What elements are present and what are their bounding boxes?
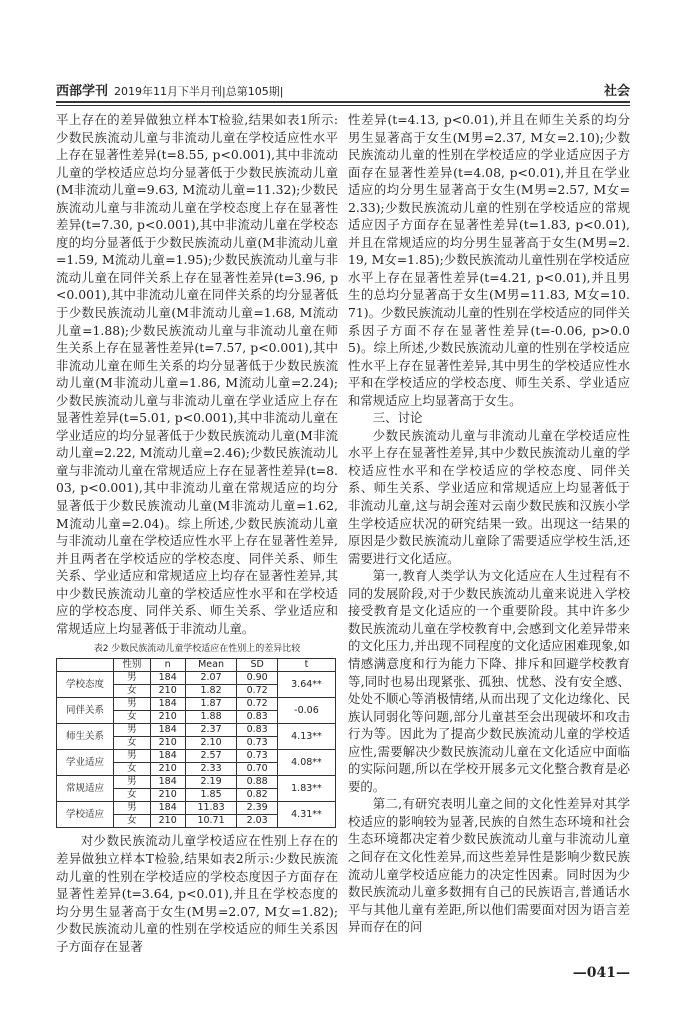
table-cell: 210 <box>150 685 185 698</box>
row-group-label: 学校态度 <box>57 672 114 698</box>
results-table <box>56 658 336 828</box>
table-cell: 男 <box>114 776 151 789</box>
table-cell: 0.72 <box>237 685 278 698</box>
paragraph: 性差异(t=4.13, p<0.01),并且在师生关系的均分男生显著高于女生(M男=2.37, M女=2.10);少数民族流动儿童的性别在学校适应的学业适应因子方面存在显著性差异(t=4.08, p<0.01),并且在学业适应的均分男生显著高于女生(M男=2.57, M女=2.33);少数民族流动儿童的性别在学校适应的常规适应因子方面存在显著性差异(t=1.83, p<0.01),并且在常规适应的均分男生显著高于女生(M男=2.19, M女=1.85);少数民族流动儿童性别在学校适应水平上存在显著性差异(t=4.21, p<0.01),并且男生的总均分显著高于女生(M男=11.83, M女=10.71)。少数民族流动儿童的性别在学校适应的同伴关系因子方面不存在显著性差异(t=-0.06, p>0.05)。综上所述,少数民族流动儿童的性别在学校适应性水平上存在显著性差异,其中男生的学校适应性水平和在学校适应的学校态度、师生关系、学业适应和常规适应上均显著高于女生。 <box>348 112 630 408</box>
table-cell: 男 <box>114 724 151 737</box>
table-cell: 2.10 <box>185 737 237 750</box>
paragraph: 平上存在的差异做独立样本T检验,结果如表1所示:少数民族流动儿童与非流动儿童在学校适应性水平上存在显著性差异(t=8.55, p<0.001),其中非流动儿童的学校适应总均分显著低于少数民族流动儿童(M非流动儿童=9.63, M流动儿童=11.32);少数民族流动儿童与非流动儿童在学校态度上存在显著性差异(t=7.30, p<0.001),其中非流动儿童在学校态度的均分显著低于少数民族流动儿童(M非流动儿童=1.59, M流动儿童=1.95);少数民族流动儿童与非流动儿童在同伴关系上存在显著性差异(t=3.96, p<0.001),其中非流动儿童在同伴关系的均分显著低于少数民族流动儿童(M非流动儿童=1.68, M流动儿童=1.88);少数民族流动儿童与非流动儿童在师生关系上存在显著性差异(t=7.57, p<0.001),其中非流动儿童在师生关系的均分显著低于少数民族流动儿童(M非流动儿童=1.86, M流动儿童=2.24);少数民族流动儿童与非流动儿童在学业适应上存在显著性差异(t=5.01, p<0.001),其中非流动儿童在学业适应的均分显著低于少数民族流动儿童(M非流动儿童=2.22, M流动儿童=2.46);少数民族流动儿童与非流动儿童在常规适应上存在显著性差异(t=8.03, p<0.001),其中非流动儿童在常规适应的均分显著低于少数民族流动儿童(M非流动儿童=1.62, M流动儿童=2.04)。综上所述,少数民族流动儿童与非流动儿童在学校适应性水平上存在显著性差异,并且两者在学校适应的学校态度、同伴关系、师生关系、学业适应和常规适应上均存在显著性差异,其中少数民族流动儿童的学校适应性水平和在学校适应的学校态度、同伴关系、师生关系、学业适应和常规适应上均显著低于非流动儿童。 <box>56 112 338 636</box>
table-cell: 0.82 <box>237 789 278 802</box>
paragraph: 少数民族流动儿童与非流动儿童在学校适应性水平上存在显著性差异,其中少数民族流动儿童的学校适应性水平和在学校适应的学校态度、同伴关系、师生关系、学业适应和常规适应上均显著低于非流动儿童,这与胡会莲对云南少数民族和汉族小学生学校适应状况的研究结果一致。出现这一结果的原因是少数民族流动儿童除了需要适应学校生活,还需要进行文化适应。 <box>348 427 630 566</box>
table-cell: 男 <box>114 750 151 763</box>
column-header: t <box>277 659 335 672</box>
table-cell: 184 <box>150 776 185 789</box>
table-cell: 女 <box>114 685 151 698</box>
header-rule-thin <box>56 105 630 106</box>
table-cell: 184 <box>150 698 185 711</box>
table-cell: 男 <box>114 698 151 711</box>
table-cell: 184 <box>150 802 185 815</box>
table-row <box>57 698 336 711</box>
table-cell: 0.83 <box>237 711 278 724</box>
column-header: SD <box>237 659 278 672</box>
right-column <box>348 111 630 955</box>
table-cell: 210 <box>150 763 185 776</box>
table-cell: 210 <box>150 815 185 828</box>
table-cell: 1.87 <box>185 698 237 711</box>
table-cell: 0.73 <box>237 750 278 763</box>
t-value: 4.31** <box>277 802 335 828</box>
table-cell: 0.72 <box>237 698 278 711</box>
left-column <box>56 111 338 955</box>
column-header <box>57 659 114 672</box>
table-row <box>57 776 336 789</box>
table-row <box>57 802 336 815</box>
table-cell: 11.83 <box>185 802 237 815</box>
table-cell: 男 <box>114 802 151 815</box>
table-cell: 2.03 <box>237 815 278 828</box>
table-cell: 女 <box>114 763 151 776</box>
body-columns <box>56 111 630 955</box>
column-header: Mean <box>185 659 237 672</box>
journal-logo: 西部学刊 <box>56 84 109 99</box>
page-header <box>56 80 630 100</box>
table-cell: 2.37 <box>185 724 237 737</box>
table-cell: 0.83 <box>237 724 278 737</box>
t-value: 4.08** <box>277 750 335 776</box>
table-cell: 1.85 <box>185 789 237 802</box>
section-label: 社会 <box>603 84 630 99</box>
row-group-label: 学校适应 <box>57 802 114 828</box>
table-cell: 男 <box>114 672 151 685</box>
table-header-row <box>57 659 336 672</box>
table-caption: 表2 少数民族流动儿童学校适应在性别上的差异比较 <box>93 644 301 655</box>
table-cell: 女 <box>114 815 151 828</box>
issue-info: 2019年11月下半月刊|总第105期| <box>114 85 284 98</box>
row-group-label: 师生关系 <box>57 724 114 750</box>
row-group-label: 同伴关系 <box>57 698 114 724</box>
page-number: —041— <box>572 965 630 982</box>
table-row <box>57 724 336 737</box>
table-cell: 2.39 <box>237 802 278 815</box>
table-cell: 210 <box>150 711 185 724</box>
table-cell: 184 <box>150 724 185 737</box>
table-cell: 1.88 <box>185 711 237 724</box>
table-row <box>57 672 336 685</box>
paragraph: 第二,有研究表明儿童之间的文化性差异对其学校适应的影响较为显著,民族的自然生态环境和社会生态环境都决定着少数民族流动儿童与非流动儿童之间存在文化性差异,而这些差异性是影响少数民族流动儿童学校适应能力的决定性因素。同时因为少数民族流动儿童多数拥有自己的民族语言,普通话水平与其他儿童有差距,所以他们需要面对因为语言差异而存在的问 <box>348 796 630 935</box>
table-cell: 210 <box>150 789 185 802</box>
t-value: 1.83** <box>277 776 335 802</box>
column-header: n <box>150 659 185 672</box>
table-cell: 女 <box>114 711 151 724</box>
table-cell: 2.19 <box>185 776 237 789</box>
table-cell: 2.33 <box>185 763 237 776</box>
table-cell: 2.07 <box>185 672 237 685</box>
section-heading: 三、讨论 <box>372 410 423 426</box>
table-cell: 0.90 <box>237 672 278 685</box>
table-cell: 女 <box>114 737 151 750</box>
row-group-label: 学业适应 <box>57 750 114 776</box>
paragraph: 对少数民族流动儿童学校适应在性别上存在的差异做独立样本T检验,结果如表2所示:少数民族流动儿童的性别在学校适应的学校态度因子方面存在显著性差异(t=3.64, p<0.01),并且在学校态度的均分男生显著高于女生(M男=2.07, M女=1.82);少数民族流动儿童的性别在学校适应的师生关系因子方面存在显著 <box>56 833 338 954</box>
table-cell: 0.88 <box>237 776 278 789</box>
header-rule <box>56 101 630 103</box>
table-cell: 210 <box>150 737 185 750</box>
table-row <box>57 750 336 763</box>
table-cell: 2.57 <box>185 750 237 763</box>
column-header: 性别 <box>114 659 151 672</box>
row-group-label: 常规适应 <box>57 776 114 802</box>
table-cell: 10.71 <box>185 815 237 828</box>
table-cell: 1.82 <box>185 685 237 698</box>
table-cell: 184 <box>150 750 185 763</box>
t-value: 4.13** <box>277 724 335 750</box>
t-value: 3.64** <box>277 672 335 698</box>
paragraph: 第一,教育人类学认为文化适应在人生过程有不同的发展阶段,对于少数民族流动儿童来说进入学校接受教育是文化适应的一个重要阶段。其中许多少数民族流动儿童在学校教育中,会感到文化差异带来的文化压力,并出现不同程度的文化适应困难现象,如情感满意度和行为能力下降、排斥和回避学校教育等,同时也易出现紧张、孤独、忧愁、没有安全感、处处不顺心等消极情绪,从而出现了文化边缘化、民族认同弱化等问题,部分儿童甚至会出现破坏和攻击行为等。因此为了提高少数民族流动儿童的学校适应性,需要解决少数民族流动儿童在文化适应中面临的实际问题,所以在学校开展多元文化整合教育是必要的。 <box>348 568 630 794</box>
table-cell: 0.73 <box>237 737 278 750</box>
table-cell: 女 <box>114 789 151 802</box>
table-cell: 184 <box>150 672 185 685</box>
t-value: -0.06 <box>277 698 335 724</box>
table-cell: 0.70 <box>237 763 278 776</box>
